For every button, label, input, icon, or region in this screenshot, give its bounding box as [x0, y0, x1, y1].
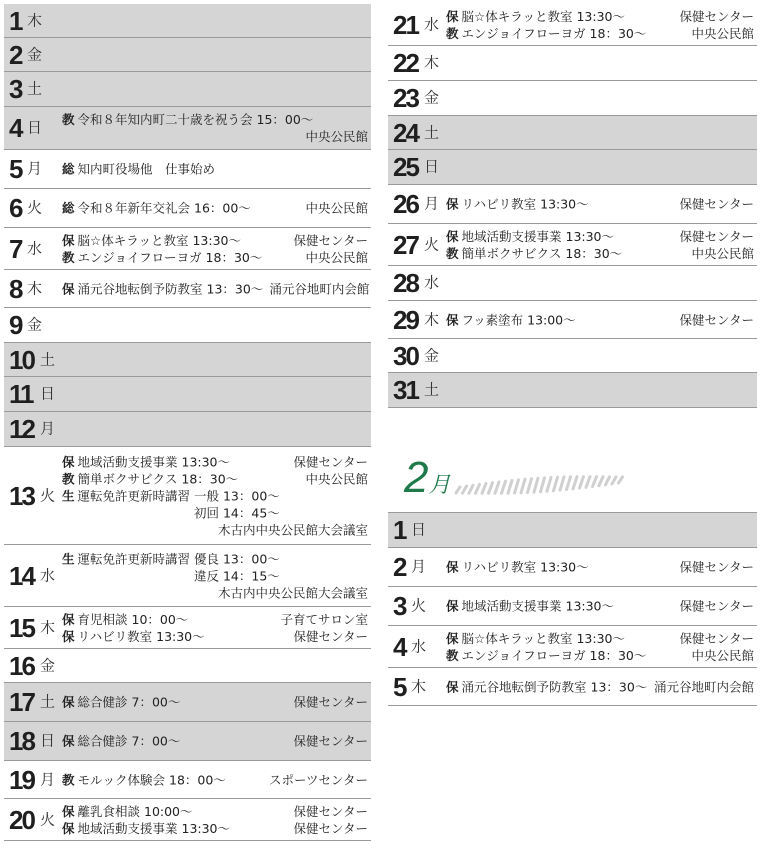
- day-row: [4, 722, 371, 761]
- event-title: 総合健診 7：00～: [77, 694, 181, 710]
- day-number: 6: [9, 193, 22, 223]
- day-row: [4, 447, 371, 545]
- event-item: [446, 311, 754, 328]
- event-item: [62, 803, 368, 820]
- event-item: [62, 128, 368, 145]
- category-tag: 保: [62, 628, 75, 644]
- event-item: [62, 249, 368, 266]
- stripe-mark: [593, 477, 597, 487]
- february-header: [388, 450, 757, 510]
- event-list: [446, 559, 754, 576]
- event-title: リハビリ教室 13:30～: [461, 196, 589, 212]
- event-title: 初回 14：45～: [194, 505, 280, 520]
- january-right-column: [388, 4, 757, 408]
- day-row: [4, 270, 371, 308]
- weekday-label: 月: [40, 419, 56, 438]
- day-row: [388, 373, 757, 408]
- event-title: 地域活動支援事業 13:30～: [77, 820, 231, 836]
- january-left-column: [4, 4, 371, 841]
- event-title: エンジョイフローヨガ 18：30～: [461, 25, 647, 41]
- day-row: [4, 761, 371, 799]
- category-tag: 教: [62, 471, 75, 486]
- stripe-mark: [573, 477, 577, 489]
- day-number: 2: [9, 39, 22, 70]
- day-number: 23: [393, 83, 418, 113]
- event-location: 中央公民館: [691, 245, 754, 261]
- event-list: [446, 8, 754, 42]
- event-location: 中央公民館: [305, 200, 368, 216]
- weekday-label: 月: [411, 557, 427, 576]
- category-tag: 保: [446, 228, 459, 244]
- stripe-mark: [502, 481, 506, 493]
- event-item: [446, 228, 754, 245]
- day-number: 29: [393, 304, 418, 335]
- category-tag: 教: [62, 249, 75, 265]
- event-list: [62, 771, 368, 788]
- event-title: エンジョイフローヨガ 18：30～: [77, 249, 263, 265]
- event-title: 脳☆体キラッと教室 13:30～: [461, 630, 625, 646]
- month-unit: 月: [428, 472, 451, 497]
- day-row: [388, 46, 757, 81]
- category-tag: 保: [62, 232, 75, 248]
- weekday-label: 月: [40, 770, 56, 788]
- category-tag: 保: [446, 630, 459, 646]
- event-list: [446, 678, 754, 695]
- event-location: 保健センター: [679, 598, 754, 614]
- category-tag: 保: [62, 694, 75, 710]
- event-location: 保健センター: [679, 196, 754, 212]
- event-item: [62, 628, 368, 645]
- event-item: [62, 470, 368, 487]
- event-item: [446, 245, 754, 262]
- stripe-mark: [580, 477, 584, 488]
- event-list: [62, 550, 368, 601]
- event-item: [62, 611, 368, 628]
- weekday-label: 日: [40, 384, 56, 403]
- event-item: [446, 196, 754, 213]
- stripe-mark: [495, 482, 499, 493]
- day-row: [4, 649, 371, 683]
- category-tag: 総: [62, 161, 75, 177]
- stripe-mark: [534, 478, 538, 492]
- event-title: リハビリ教室 13:30～: [77, 628, 205, 644]
- event-item: [62, 161, 368, 178]
- event-location: 中央公民館: [305, 249, 368, 265]
- stripe-mark: [560, 477, 564, 490]
- category-tag: 保: [62, 611, 75, 627]
- day-number: 20: [9, 804, 34, 835]
- event-location: 保健センター: [293, 733, 368, 749]
- weekday-label: 日: [27, 118, 43, 137]
- event-title: 違反 14：15～: [194, 568, 280, 583]
- day-number: 27: [393, 229, 418, 260]
- event-location: 中央公民館: [691, 25, 754, 41]
- category-tag: 保: [446, 559, 459, 575]
- event-item: [446, 25, 754, 42]
- event-location: 保健センター: [293, 803, 368, 819]
- day-row: [4, 72, 371, 107]
- stripe-mark: [554, 477, 558, 491]
- stripe-mark: [567, 477, 571, 490]
- event-item: [62, 504, 368, 521]
- day-row: [4, 150, 371, 189]
- event-location: 中央公民館: [305, 129, 368, 144]
- day-number: 5: [393, 671, 406, 702]
- day-number: 4: [9, 113, 22, 143]
- day-number: 19: [9, 764, 34, 795]
- day-number: 15: [9, 612, 34, 643]
- day-row: [388, 266, 757, 301]
- weekday-label: 金: [27, 45, 43, 63]
- event-location: 保健センター: [679, 228, 754, 244]
- day-number: 3: [9, 74, 22, 104]
- event-item: [62, 521, 368, 538]
- event-item: [62, 567, 368, 584]
- event-item: [446, 647, 754, 664]
- event-location: 涌元谷地町内会館: [653, 679, 754, 694]
- category-tag: 保: [446, 196, 459, 212]
- day-number: 25: [393, 152, 418, 182]
- day-number: 2: [393, 552, 406, 582]
- event-location: 保健センター: [293, 694, 368, 710]
- day-row: [4, 343, 371, 377]
- event-item: [62, 771, 368, 788]
- event-list: [446, 196, 754, 213]
- day-number: 14: [9, 560, 34, 591]
- day-row: [4, 308, 371, 343]
- weekday-label: 火: [27, 198, 43, 217]
- event-list: [62, 803, 368, 837]
- weekday-label: 木: [27, 279, 43, 297]
- stripe-mark: [586, 477, 590, 488]
- event-item: [446, 598, 754, 615]
- weekday-label: 火: [40, 810, 56, 828]
- category-tag: 保: [62, 803, 75, 819]
- weekday-label: 木: [411, 677, 427, 695]
- event-title: 涌元谷地転倒予防教室 13：30～: [77, 281, 264, 296]
- day-row: [388, 587, 757, 626]
- stripe-mark: [599, 477, 603, 486]
- weekday-label: 水: [40, 566, 56, 584]
- category-tag: 保: [62, 820, 75, 836]
- event-location: 保健センター: [679, 312, 754, 327]
- category-tag: 保: [446, 598, 459, 614]
- weekday-label: 木: [424, 53, 440, 72]
- day-row: [388, 185, 757, 224]
- february-column: [388, 512, 757, 706]
- stripe-mark: [541, 478, 545, 492]
- weekday-label: 日: [424, 157, 440, 176]
- stripe-mark: [612, 477, 616, 484]
- event-title: 脳☆体キラッと教室 13:30～: [77, 232, 241, 248]
- day-row: [388, 116, 757, 150]
- event-title: 運転免許更新時講習 優良 13：00～: [77, 551, 280, 566]
- event-item: [62, 232, 368, 249]
- weekday-label: 月: [27, 159, 43, 178]
- event-list: [62, 694, 368, 711]
- day-number: 1: [9, 5, 22, 36]
- day-number: 28: [393, 268, 418, 298]
- stripe-mark: [521, 479, 525, 493]
- event-item: [62, 733, 368, 750]
- day-row: [388, 626, 757, 668]
- day-number: 4: [393, 631, 406, 662]
- weekday-label: 月: [424, 194, 440, 213]
- event-title: 脳☆体キラッと教室 13:30～: [461, 8, 625, 24]
- day-row: [388, 301, 757, 339]
- weekday-label: 土: [424, 380, 440, 399]
- day-row: [388, 150, 757, 185]
- category-tag: 保: [446, 312, 459, 327]
- event-location: 保健センター: [293, 454, 368, 469]
- event-title: 地域活動支援事業 13:30～: [77, 454, 231, 469]
- event-item: [62, 820, 368, 837]
- event-list: [62, 733, 368, 750]
- event-title: フッ素塗布 13:00～: [461, 312, 576, 327]
- event-location: 涌元谷地町内会館: [269, 281, 370, 296]
- category-tag: 保: [62, 733, 75, 749]
- event-item: [446, 8, 754, 25]
- event-title: 運転免許更新時講習 一般 13：00～: [77, 488, 280, 503]
- event-list: [446, 630, 754, 664]
- event-list: [446, 598, 754, 615]
- category-tag: 教: [62, 112, 75, 127]
- day-row: [4, 683, 371, 722]
- category-tag: 保: [62, 281, 75, 296]
- day-row: [4, 228, 371, 270]
- day-number: 18: [9, 726, 34, 756]
- event-list: [62, 161, 368, 178]
- event-location: 保健センター: [293, 820, 368, 836]
- day-row: [4, 38, 371, 72]
- event-list: [446, 311, 754, 328]
- event-list: [62, 280, 368, 297]
- event-title: 令和８年新年交礼会 16：00～: [77, 200, 251, 216]
- stripe-mark: [515, 480, 519, 493]
- event-location: 木古内中央公民館大会議室: [217, 522, 368, 537]
- event-title: 簡単ボクサビクス 18：30～: [461, 245, 623, 261]
- category-tag: 生: [62, 488, 75, 503]
- weekday-label: 土: [40, 692, 56, 711]
- event-item: [62, 453, 368, 470]
- weekday-label: 水: [424, 273, 440, 292]
- day-number: 16: [9, 650, 34, 681]
- category-tag: 生: [62, 551, 75, 566]
- event-location: 保健センター: [293, 232, 368, 248]
- event-location: 中央公民館: [305, 471, 368, 486]
- weekday-label: 金: [27, 315, 43, 334]
- weekday-label: 土: [40, 350, 56, 368]
- day-row: [4, 377, 371, 412]
- event-list: [62, 111, 368, 145]
- weekday-label: 日: [40, 731, 56, 750]
- weekday-label: 土: [424, 123, 440, 141]
- day-number: 8: [9, 273, 22, 304]
- weekday-label: 土: [27, 79, 43, 98]
- event-item: [446, 559, 754, 576]
- category-tag: 教: [446, 245, 459, 261]
- category-tag: 教: [62, 772, 75, 787]
- event-location: 保健センター: [679, 8, 754, 24]
- event-item: [446, 678, 754, 695]
- weekday-label: 水: [424, 15, 440, 33]
- day-number: 22: [393, 48, 418, 78]
- event-item: [62, 280, 368, 297]
- weekday-label: 火: [40, 486, 56, 504]
- weekday-label: 木: [40, 618, 56, 636]
- event-location: 保健センター: [293, 628, 368, 644]
- day-number: 1: [393, 515, 406, 545]
- month-title: [404, 453, 451, 502]
- event-list: [62, 611, 368, 645]
- stripe-mark: [489, 483, 493, 494]
- event-item: [62, 584, 368, 601]
- event-title: モルック体験会 18：00～: [77, 772, 226, 787]
- weekday-label: 火: [411, 596, 427, 615]
- day-row: [388, 548, 757, 587]
- day-number: 10: [9, 344, 34, 375]
- day-number: 30: [393, 340, 418, 371]
- day-row: [4, 412, 371, 447]
- event-location: 子育てサロン室: [280, 611, 368, 627]
- event-title: 知内町役場他 仕事始め: [77, 161, 216, 177]
- day-number: 21: [393, 9, 418, 40]
- event-title: 地域活動支援事業 13:30～: [461, 228, 615, 244]
- day-row: [388, 224, 757, 266]
- stripe-mark: [476, 484, 480, 493]
- day-number: 9: [9, 310, 22, 340]
- event-location: スポーツセンター: [268, 772, 368, 787]
- day-number: 11: [9, 379, 33, 409]
- event-title: エンジョイフローヨガ 18：30～: [461, 647, 647, 663]
- category-tag: 教: [446, 25, 459, 41]
- weekday-label: 日: [411, 520, 427, 539]
- category-tag: 教: [446, 647, 459, 663]
- event-title: 総合健診 7：00～: [77, 733, 181, 749]
- stripe-mark: [482, 483, 486, 493]
- day-row: [4, 545, 371, 607]
- day-number: 17: [9, 687, 34, 717]
- event-list: [446, 228, 754, 262]
- stripe-mark: [606, 477, 610, 485]
- day-number: 26: [393, 189, 418, 219]
- event-title: 涌元谷地転倒予防教室 13：30～: [461, 679, 648, 694]
- event-item: [446, 630, 754, 647]
- day-number: 3: [393, 591, 406, 621]
- day-number: 24: [393, 117, 418, 148]
- day-row: [4, 107, 371, 150]
- day-number: 13: [9, 480, 34, 511]
- event-title: 簡単ボクサビクス 18：30～: [77, 471, 239, 486]
- day-row: [388, 668, 757, 706]
- weekday-label: 金: [424, 346, 440, 364]
- day-row: [4, 607, 371, 649]
- day-row: [4, 189, 371, 228]
- day-number: 5: [9, 154, 22, 184]
- weekday-label: 火: [424, 235, 440, 253]
- event-list: [62, 232, 368, 266]
- stripe-mark: [508, 480, 512, 493]
- day-number: 7: [9, 233, 22, 264]
- event-location: 木古内中央公民館大会議室: [217, 585, 368, 600]
- event-location: 保健センター: [679, 559, 754, 575]
- event-location: 中央公民館: [691, 647, 754, 663]
- weekday-label: 金: [40, 656, 56, 674]
- event-item: [62, 550, 368, 567]
- event-title: 育児相談 10：00～: [77, 611, 189, 627]
- weekday-label: 水: [411, 637, 427, 655]
- category-tag: 保: [62, 454, 75, 469]
- event-title: リハビリ教室 13:30～: [461, 559, 589, 575]
- day-row: [388, 81, 757, 116]
- event-title: 地域活動支援事業 13:30～: [461, 598, 615, 614]
- category-tag: 保: [446, 8, 459, 24]
- day-number: 31: [393, 375, 418, 405]
- day-row: [388, 4, 757, 46]
- event-list: [62, 453, 368, 538]
- day-row: [388, 512, 757, 548]
- day-row: [4, 4, 371, 38]
- decorative-stripes-icon: [448, 460, 638, 508]
- stripe-mark: [528, 479, 532, 493]
- stripe-mark: [547, 477, 551, 491]
- day-row: [4, 799, 371, 841]
- event-item: [62, 694, 368, 711]
- event-item: [62, 487, 368, 504]
- weekday-label: 木: [424, 310, 440, 328]
- event-location: 保健センター: [679, 630, 754, 646]
- weekday-label: 水: [27, 239, 43, 257]
- weekday-label: 木: [27, 11, 43, 29]
- stripe-mark: [619, 477, 623, 483]
- day-row: [388, 339, 757, 373]
- event-item: [62, 200, 368, 217]
- event-list: [62, 200, 368, 217]
- category-tag: 保: [446, 679, 459, 694]
- category-tag: 総: [62, 200, 75, 216]
- event-title: 令和８年知内町二十歳を祝う会 15：00～: [77, 112, 314, 127]
- stripe-mark: [456, 487, 460, 493]
- day-number: 12: [9, 414, 34, 444]
- event-item: [62, 111, 368, 128]
- weekday-label: 金: [424, 88, 440, 107]
- stripe-mark: [463, 486, 467, 493]
- month-number: 2: [404, 453, 429, 502]
- stripe-mark: [469, 485, 473, 493]
- event-title: 離乳食相談 10:00～: [77, 803, 193, 819]
